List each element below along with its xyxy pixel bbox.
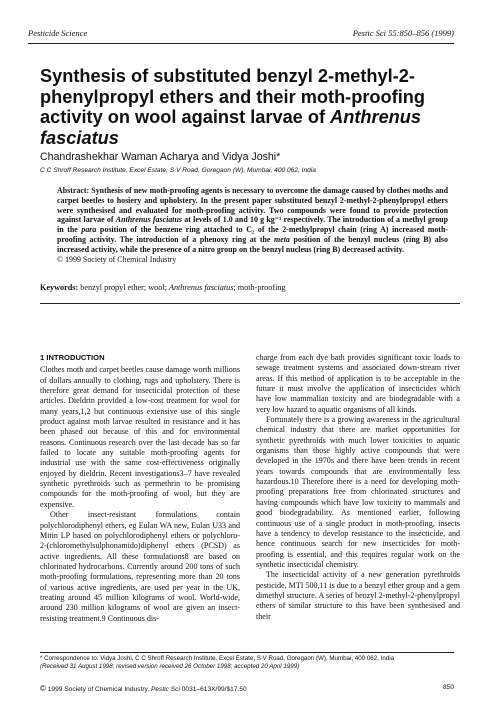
paragraph: Clothes moth and carpet beetles cause damage worth millions of dollars annually to clothing, rugs and upholstery. There is therefore great demand for insecticidal protection of these articles. Dieldrin provided a low-cost treatment for wool for many years,1,2 but continuous extensive use of this single product against moth larvae resulted in resistance and it has been phased out because of this and for environmental reasons. Continuous research over the last decade has so far failed to locate any suitable moth-proofing agents for industrial use with the same cost-effectiveness originally enjoyed by dieldrin. Recent investigations3–7 have revealed synthetic pyrethroids such as permethrin to be promising compounds for the moth-proofing of wool, but they are expensive. [40,365,240,509]
footnote-rule [40,652,454,653]
paragraph: Other insect-resistant formulations contain polychlorodiphenyl ethers, eg Eulan WA new, Eulan U33 and Mitin LP based on polychlorodiphenyl ethers or polychloro-2-(chloromethylsulphonamido)diphenyl ethers (PCSD) as active ingredients. All these formulations8 are based on chlorinated hydrocarbons. Currently around 200 tons of such moth-proofing formulations, representing more than 20 tons of various active ingredients, are used per year in the UK, treating around 45 million kilograms of wool. World-wide, around 230 million kilograms of wool are given an insect-resisting treatment.9 Continuous dis- [40,510,240,623]
section-heading-introduction: 1 INTRODUCTION [40,353,105,362]
received-dates: (Received 31 August 1998; revised version received 26 October 1998; accepted 20 April 1999) [40,663,300,670]
page-footer: © 1999 Society of Chemical Industry. Pestic Sci 0031–613X/99/$17.50 850 [40,684,454,693]
journal-citation: Pestic Sci 55:850–856 (1999) [352,28,454,38]
running-header [28,28,454,42]
footnote [40,655,470,671]
left-column [40,353,240,624]
abstract-label: Abstract: [57,186,90,195]
keywords: Keywords: benzyl propyl ether; wool; Anthrenus fasciatus; moth-proofing [40,283,286,292]
paragraph: Fortunately there is a growing awareness in the agricultural chemical industry that there are market opportunities for synthetic pyrethroids with much lower toxicities to aquatic organisms than those highly active compounds that were developed in the 1970s and there have been trends in recent years towards compounds that are environmentally less hazardous.10 Therefore there is a need for developing moth-proofing preparations free from chlorinated structures and having compounds which have low toxicity to mammals and good biodegradability. As mentioned earlier, following continuous use of a single product in moth-proofing, insects have a tendency to develop resistance to the insecticide, and hence continuous search for new insecticides for moth-proofing is essential, and this requires regular work on the synthetic insecticidal chemistry. [256,415,460,569]
correspondence-note: * Correspondence to: Vidya Joshi, C C Shroff Research Institute, Excel Estate, S V Road, Goregaon (W), Mumbai, 400 062, India [40,655,395,662]
page-number: 850 [442,684,454,691]
journal-name: Pesticide Science [28,28,88,38]
title-species: Anthrenus fasciatus [40,107,422,148]
abstract: Abstract: Synthesis of new moth-proofing agents is necessary to overcome the damage caused by clothes moths and carpet beetles to hosiery and upholstery. In the present paper substituted benzyl 2-methyl-2-phenylpropyl ethers were synthesised and evaluated for moth-proofing activity. Two compounds were found to provide protection against larvae of Anthrenus fasciatus at levels of 1.0 and 10 g kg⁻¹ respectively. The introduction of a methyl group in the para position of the benzene ring attached to C₂ of the 2-methylpropyl chain (ring A) increased moth-proofing activity. The introduction of a phenoxy ring at the meta position of the benzyl nucleus (ring B) also increased activity, while the presence of a nitro group on the benzyl nucleus (ring B) decreased activity. © 1999 Society of Chemical Industry [57,186,449,264]
header-rule [28,43,454,44]
article-title: Synthesis of substituted benzyl 2-methyl-2-phenylpropyl ethers and their moth-proofing activity on wool against larvae of Anthrenus fasciatus [40,66,425,148]
copyright-icon: © [40,684,46,693]
right-column [256,353,460,622]
keywords-rule [40,303,460,304]
author-affiliation: C C Shroff Research Institute, Excel Estate, S V Road, Goregaon (W), Mumbai, 400 062, India [40,167,316,174]
copyright-icon: © [57,254,64,264]
paragraph: The insecticidal activity of a new generation pyrethroids pesticide, MTI 500,11 is due to a benzyl ether group and a gem dimethyl structure. A series of benzyl 2-methyl-2-phenylpropyl ethers of similar structure to this have been synthesised and their [256,570,460,621]
author-list: Chandrashekhar Waman Acharya and Vidya Joshi* [40,151,281,163]
abstract-copyright: 1999 Society of Chemical Industry [65,254,177,264]
paragraph: charge from each dye bath provides significant toxic loads to sewage treatment systems and associated down-stream river areas. If this method of application is to be acceptable in the future it must involve the application of insecticides which have low mammalian toxicity and are biodegradable with a very low hazard to aquatic organisms of all kinds. [256,353,460,414]
